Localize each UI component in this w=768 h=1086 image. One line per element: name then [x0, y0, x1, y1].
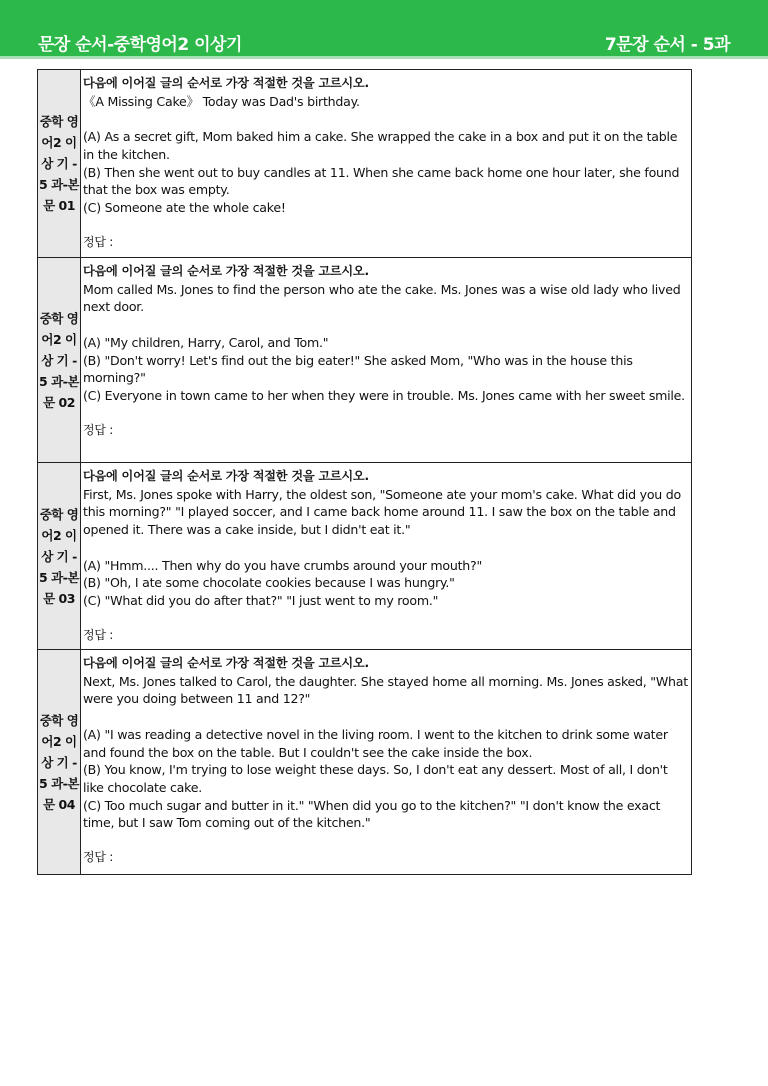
question-label: 중학 영어2 이상 기 - 5 과-본 문 04	[39, 712, 79, 812]
answer-line[interactable]: 정답 :	[83, 422, 114, 437]
option-a: (A) "Hmm.... Then why do you have crumbs around your mouth?"	[83, 557, 483, 573]
question-instruction: 다음에 이어질 글의 순서로 가장 적절한 것을 고르시오.	[83, 656, 369, 670]
passage-intro: Next, Ms. Jones talked to Carol, the daughter. She stayed home all morning. Ms. Jones asked, "What were you doing between 11 and 12?"	[83, 673, 688, 707]
option-a: (A) "My children, Harry, Carol, and Tom."	[83, 334, 329, 350]
option-b: (B) Then she went out to buy candles at 11. When she came back home one hour later, she found that the box was empty.	[83, 164, 680, 198]
option-b: (B) "Oh, I ate some chocolate cookies because I was hungry."	[83, 575, 455, 591]
question-label-cell	[38, 70, 81, 258]
question-row	[38, 650, 692, 875]
answer-line[interactable]: 정답 :	[83, 234, 114, 249]
passage-intro: First, Ms. Jones spoke with Harry, the oldest son, "Someone ate your mom's cake. What did you do this morning?" "I played soccer, and I came back home around 11. I saw the box on the table and opened it. There was a cake inside, but I didn't eat it."	[83, 486, 681, 538]
header-divider	[0, 56, 768, 59]
option-c: (C) Too much sugar and butter in it." "When did you go to the kitchen?" "I don't know the exact time, but I saw Tom coming out of the kitchen."	[83, 797, 661, 831]
question-label-cell	[38, 258, 81, 463]
option-c: (C) Everyone in town came to her when they were in trouble. Ms. Jones came with her sweet smile.	[83, 387, 685, 403]
question-label: 중학 영어2 이상 기 - 5 과-본 문 03	[39, 506, 79, 606]
answer-line[interactable]: 정답 :	[83, 627, 114, 642]
question-row	[38, 70, 692, 258]
spacer	[83, 539, 689, 557]
spacer	[83, 708, 689, 726]
question-content	[81, 70, 692, 258]
option-c: (C) Someone ate the whole cake!	[83, 199, 286, 215]
answer-line[interactable]: 정답 :	[83, 850, 114, 865]
question-instruction: 다음에 이어질 글의 순서로 가장 적절한 것을 고르시오.	[83, 76, 369, 90]
spacer	[83, 316, 689, 334]
question-row	[38, 463, 692, 650]
page-title: 문장 순서-중학영어2 이상기	[38, 35, 242, 55]
question-content	[81, 650, 692, 875]
question-instruction: 다음에 이어질 글의 순서로 가장 적절한 것을 고르시오.	[83, 264, 369, 278]
passage-intro: 《A Missing Cake》 Today was Dad's birthday.	[83, 93, 360, 109]
question-content	[81, 258, 692, 463]
question-label-cell	[38, 650, 81, 875]
spacer	[83, 110, 689, 128]
option-b: (B) "Don't worry! Let's find out the big eater!" She asked Mom, "Who was in the house this morning?"	[83, 352, 633, 386]
question-instruction: 다음에 이어질 글의 순서로 가장 적절한 것을 고르시오.	[83, 469, 369, 483]
option-a: (A) As a secret gift, Mom baked him a cake. She wrapped the cake in a box and put it on the table in the kitchen.	[83, 129, 678, 162]
question-table	[37, 69, 692, 875]
question-content	[81, 463, 692, 650]
option-c: (C) "What did you do after that?" "I just went to my room."	[83, 592, 439, 608]
question-label: 중학 영어2 이상 기 - 5 과-본 문 01	[39, 114, 79, 213]
question-row	[38, 258, 692, 463]
option-a: (A) "I was reading a detective novel in the living room. I went to the kitchen to drink some water and found the box on the table. But I couldn't see the cake inside the box.	[83, 726, 668, 760]
lesson-label: 7문장 순서 - 5과	[604, 35, 730, 55]
question-label-cell	[38, 463, 81, 650]
option-b: (B) You know, I'm trying to lose weight these days. So, I don't eat any dessert. Most of all, I don't like chocolate cake.	[83, 762, 668, 795]
passage-intro: Mom called Ms. Jones to find the person who ate the cake. Ms. Jones was a wise old lady who lived next door.	[83, 281, 681, 315]
question-label: 중학 영어2 이상 기 - 5 과-본 문 02	[39, 310, 79, 410]
